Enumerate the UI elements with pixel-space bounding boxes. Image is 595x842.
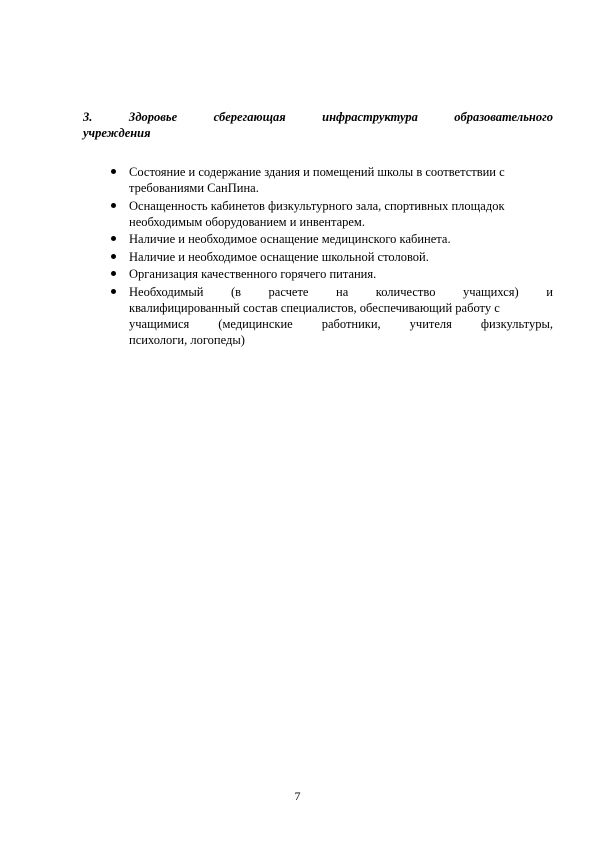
word: Необходимый [129, 284, 204, 299]
bullet-icon [111, 236, 116, 241]
list-item [111, 231, 553, 247]
list-item-line: Наличие и необходимое оснащение медицинского кабинета. [129, 232, 451, 246]
heading-word: Здоровье [128, 110, 178, 124]
list-item-line: Наличие и необходимое оснащение школьной столовой. [129, 249, 429, 264]
list-item-line [129, 316, 553, 332]
word: (в [230, 284, 242, 299]
word: количество [375, 284, 436, 299]
list-item [111, 266, 553, 282]
word: учащихся) [462, 284, 519, 299]
heading-word: инфраструктура [322, 110, 418, 124]
word: и [546, 284, 553, 299]
word: (медицинские [218, 316, 293, 331]
list-item-line: Организация качественного горячего питания. [129, 267, 377, 281]
list-item-line: Оснащенность кабинетов физкультурного зала, спортивных площадок [129, 198, 505, 213]
list-item-line: Состояние и содержание здания и помещений школы в соответствии с [129, 165, 505, 179]
requirements-list [111, 164, 553, 349]
word: учителя [409, 316, 452, 331]
list-item-line [129, 284, 553, 300]
word: работники, [321, 316, 381, 331]
list-item [111, 249, 553, 265]
heading-number: 3. [83, 110, 93, 124]
bullet-icon [111, 254, 116, 259]
word: на [336, 284, 349, 299]
bullet-icon [111, 289, 116, 294]
section-heading [83, 109, 553, 141]
list-item [111, 198, 553, 230]
bullet-icon [111, 169, 116, 174]
list-item-line: психологи, логопеды) [129, 332, 245, 347]
heading-line-2: учреждения [83, 126, 151, 140]
word: расчете [268, 284, 309, 299]
page-number: 7 [294, 789, 301, 803]
heading-word: сберегающая [213, 110, 286, 124]
list-item-line: необходимым оборудованием и инвентарем. [129, 214, 365, 229]
bullet-icon [111, 203, 116, 208]
bullet-icon [111, 271, 116, 276]
heading-line-1 [83, 109, 553, 125]
list-item [111, 284, 553, 348]
list-item [111, 164, 553, 196]
word: физкультуры, [480, 316, 553, 331]
heading-word: образовательного [454, 110, 553, 124]
list-item-line: требованиями СанПина. [129, 181, 259, 195]
list-item-line: квалифицированный состав специалистов, обеспечивающий работу с [129, 300, 500, 315]
word: учащимися [129, 316, 190, 331]
